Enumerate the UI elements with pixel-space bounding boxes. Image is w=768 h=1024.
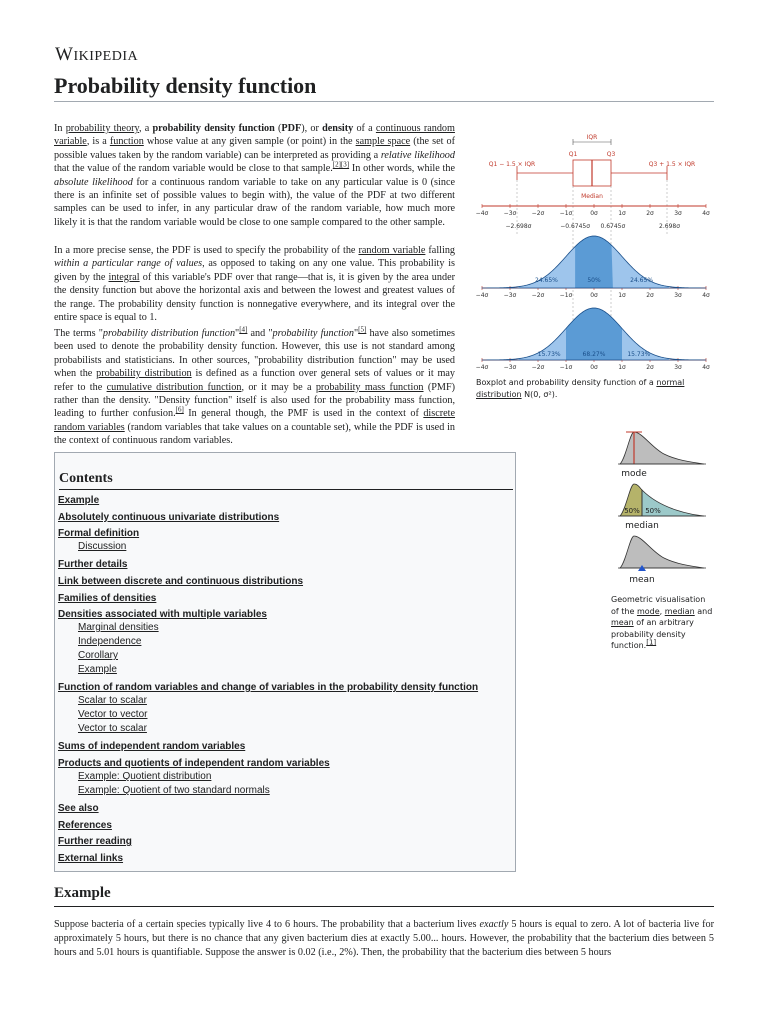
figure2-caption: Geometric visualisation of the mode, median and mean of an arbitrary probability density function.[1] bbox=[611, 595, 713, 650]
tick-label: −4σ bbox=[475, 364, 489, 371]
toc-item[interactable]: Densities associated with multiple variables bbox=[58, 609, 267, 620]
intro-paragraph-1: In probability theory, a probability density function (PDF), or density of a continuous random variable, is a function whose value at any given sample (or point) in the sample space (the set of possible values taken by the random variable) can be interpreted as providing a relative likelihood that the value of the random variable would be close to that sample.[2][3] In other words, while the absolute likelihood for a continuous random variable to take on any particular value is 0 (since there is an infinite set of possible values to begin with), the value of the PDF at two different samples can be used to infer, in any particular draw of the random variable, how much more likely it is that the random variable would be close to one sample compared to the other sample. bbox=[54, 123, 455, 228]
mode-label: mode bbox=[621, 469, 647, 479]
title-divider bbox=[54, 101, 714, 102]
tick-label: 2σ bbox=[646, 364, 654, 371]
mode-panel bbox=[618, 432, 706, 479]
toc-subitem[interactable]: Independence bbox=[78, 636, 142, 647]
tick-label: 4σ bbox=[702, 292, 710, 299]
mode-median-mean-figure[interactable] bbox=[612, 428, 712, 588]
intro-paragraph-2: In a more precise sense, the PDF is used to specify the probability of the random variable falling within a particular range of values, as opposed to taking on any one value. This probability is given by the integral of this variable's PDF over that range—that is, it is given by the area under the density function but above the horizontal axis and between the lowest and greatest values of the range. The probability density function is nonnegative everywhere, and its integral over the entire space is equal to 1. bbox=[54, 245, 456, 324]
quantile-label: 0.6745σ bbox=[600, 223, 626, 230]
mean-panel bbox=[618, 536, 706, 585]
tick-label: 4σ bbox=[702, 210, 710, 217]
boxplot-normal-figure[interactable] bbox=[474, 130, 714, 372]
link-mean[interactable]: mean bbox=[611, 618, 634, 627]
tick-label: −4σ bbox=[475, 292, 489, 299]
toc-subitem[interactable]: Scalar to scalar bbox=[78, 695, 147, 706]
tick-label: −1σ bbox=[559, 210, 573, 217]
link-probability-mass-function[interactable]: probability mass function bbox=[315, 381, 424, 393]
toc-item[interactable]: See also bbox=[58, 803, 99, 814]
tick-label: 4σ bbox=[702, 364, 710, 371]
tick-label: −2σ bbox=[531, 292, 545, 299]
q3-label: Q3 bbox=[606, 151, 616, 158]
tick-label: −2σ bbox=[531, 210, 545, 217]
link-continuous-random-variable[interactable]: continuous random variable bbox=[54, 123, 455, 148]
link-cumulative-distribution-function[interactable]: cumulative distribution function bbox=[106, 381, 242, 393]
tick-label: 3σ bbox=[674, 210, 682, 217]
figure1-caption: Boxplot and probability density function of a normal distribution N(0, σ²). bbox=[476, 378, 685, 399]
percent-label: 15.73% bbox=[627, 351, 651, 358]
iqr-label: IQR bbox=[586, 134, 598, 141]
tick-label: −3σ bbox=[503, 210, 517, 217]
intro-paragraph-3: The terms "probability distribution function"[4] and "probability function"[5] have also sometimes been used to denote the probability density function. However, this use is not standard among probabilists and statisticians. In other sources, "probability distribution function" may be used when the probability distribution is defined as a function over general sets of values or it may refer to the cumulative distribution function, or it may be a probability mass function (PMF) rather than the density. "Density function" itself is also used for the probability mass function, leading to further confusion.[6] In general though, the PMF is used in the context of discrete random variables (random variables that take values on a countable set), while the PDF is used in the context of continuous random variables. bbox=[54, 325, 456, 447]
tick-label: 0σ bbox=[590, 210, 598, 217]
toc-item[interactable]: Function of random variables and change of variables in the probability density function bbox=[58, 682, 479, 693]
toc-item[interactable]: Sums of independent random variables bbox=[58, 741, 246, 752]
toc-subitem[interactable]: Example: Quotient of two standard normals bbox=[78, 785, 270, 796]
percent-label: 24.65% bbox=[630, 277, 654, 284]
toc-subitem[interactable]: Vector to vector bbox=[78, 709, 148, 720]
toc-subitem[interactable]: Example: Quotient distribution bbox=[78, 771, 212, 782]
link-mode[interactable]: mode bbox=[636, 606, 660, 616]
percent-label: 15.73% bbox=[537, 351, 561, 358]
toc-item[interactable]: References bbox=[58, 820, 112, 831]
table-of-contents bbox=[54, 452, 516, 872]
median-label: Median bbox=[581, 193, 603, 200]
tick-label: 1σ bbox=[618, 210, 626, 217]
tick-label: 3σ bbox=[674, 292, 682, 299]
wikipedia-logo[interactable] bbox=[55, 44, 138, 66]
ref-1[interactable]: [1] bbox=[646, 638, 657, 647]
link-probability-theory[interactable]: probability theory bbox=[65, 123, 139, 134]
tick-label: 1σ bbox=[618, 292, 626, 299]
toc-item[interactable]: Families of densities bbox=[58, 593, 157, 604]
tick-label: 3σ bbox=[674, 364, 682, 371]
quantile-label: 2.698σ bbox=[659, 223, 681, 230]
toc-divider bbox=[59, 489, 513, 490]
toc-item[interactable]: Formal definition bbox=[58, 528, 140, 539]
tick-label: −1σ bbox=[559, 364, 573, 371]
link-integral[interactable]: integral bbox=[108, 271, 140, 283]
median-label: median bbox=[625, 521, 659, 531]
tick-label: −3σ bbox=[503, 364, 517, 371]
toc-item[interactable]: Further details bbox=[58, 559, 128, 570]
link-probability-distribution[interactable]: probability distribution bbox=[96, 368, 192, 380]
tick-label: −2σ bbox=[531, 364, 545, 371]
toc-item[interactable]: Further reading bbox=[58, 836, 132, 847]
mean-label: mean bbox=[629, 575, 655, 585]
toc-subitem[interactable]: Marginal densities bbox=[78, 622, 159, 633]
toc-item[interactable]: Example bbox=[58, 495, 100, 506]
toc-subitem[interactable]: Discussion bbox=[78, 541, 127, 552]
tick-label: 1σ bbox=[618, 364, 626, 371]
quantile-label: −0.6745σ bbox=[560, 223, 591, 230]
section-divider bbox=[54, 906, 714, 907]
ref-6[interactable]: [6] bbox=[175, 406, 184, 415]
toc-subitem[interactable]: Vector to scalar bbox=[78, 723, 147, 734]
percent-label: 50% bbox=[587, 277, 601, 284]
toc-subitem[interactable]: Corollary bbox=[78, 650, 119, 661]
median-left-pct: 50% bbox=[624, 507, 640, 515]
link-random-variable[interactable]: random variable bbox=[358, 245, 426, 256]
ref-4[interactable]: [4] bbox=[239, 325, 248, 334]
tick-label: 2σ bbox=[646, 210, 654, 217]
toc-subitem[interactable]: Example bbox=[78, 664, 117, 675]
median-panel bbox=[618, 484, 706, 531]
toc-item[interactable]: Absolutely continuous univariate distributions bbox=[58, 512, 280, 523]
median-right-pct: 50% bbox=[645, 507, 661, 515]
logo-rest: IKIPEDIA bbox=[73, 49, 139, 64]
upper-fence-label: Q3 + 1.5 × IQR bbox=[648, 161, 696, 168]
tick-label: 0σ bbox=[590, 292, 598, 299]
toc-item[interactable]: External links bbox=[58, 853, 124, 864]
ref-5[interactable]: [5] bbox=[358, 325, 367, 334]
tick-label: −4σ bbox=[475, 210, 489, 217]
quantile-label: −2.698σ bbox=[505, 223, 532, 230]
ref-2-3[interactable]: [2][3] bbox=[332, 160, 350, 169]
q1-label: Q1 bbox=[568, 151, 578, 158]
link-discrete-random-variables[interactable]: discrete random variables bbox=[54, 408, 455, 433]
section-heading-example: Example bbox=[54, 885, 111, 901]
percent-label: 24.65% bbox=[534, 277, 558, 284]
link-function[interactable]: function bbox=[109, 136, 144, 148]
tick-label: 2σ bbox=[646, 292, 654, 299]
toc-item[interactable]: Link between discrete and continuous distributions bbox=[58, 576, 304, 587]
logo-first-letter: W bbox=[55, 44, 74, 65]
toc-title: Contents bbox=[59, 471, 113, 486]
toc-item[interactable]: Products and quotients of independent random variables bbox=[58, 758, 330, 769]
link-normal-distribution[interactable]: normal distribution bbox=[476, 378, 685, 399]
tick-label: 0σ bbox=[590, 364, 598, 371]
example-paragraph: Suppose bacteria of a certain species typically live 4 to 6 hours. The probability that a bacterium lives exactly 5 hours is equal to zero. A lot of bacteria live for approximately 5 hours, but there is no chance that any given bacterium dies at exactly 5.00... hours. However, the probability that the bacterium dies between 5 hours and 5.01 hours is quantifiable. Suppose the answer is 0.02 (i.e., 2%). Then, the probability that the bacterium dies between 5 hours bbox=[54, 919, 715, 958]
tick-label: −1σ bbox=[559, 292, 573, 299]
link-median[interactable]: median bbox=[664, 606, 695, 616]
lower-fence-label: Q1 − 1.5 × IQR bbox=[488, 161, 536, 168]
percent-label: 68.27% bbox=[582, 351, 606, 358]
link-sample-space[interactable]: sample space bbox=[355, 136, 411, 148]
page-title: Probability density function bbox=[54, 73, 317, 98]
quantile-labels bbox=[505, 223, 680, 230]
tick-label: −3σ bbox=[503, 292, 517, 299]
